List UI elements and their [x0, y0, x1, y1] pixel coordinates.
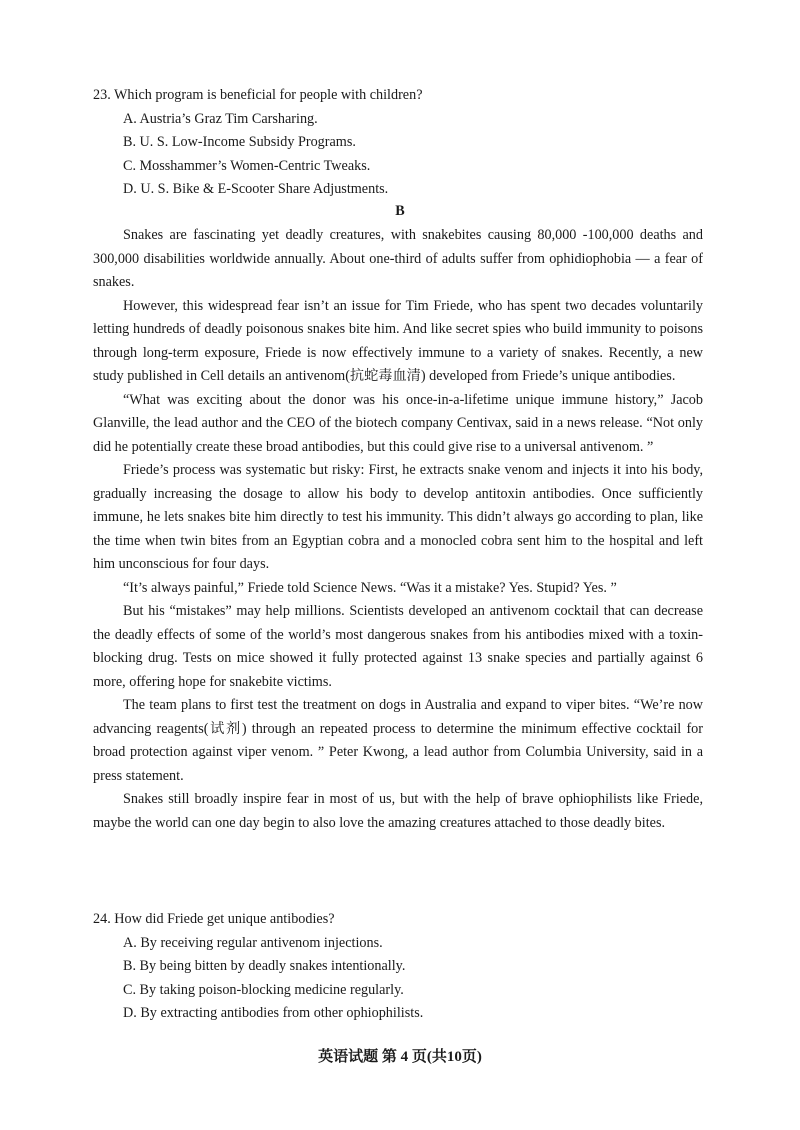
- option-a: A. By receiving regular antivenom injections.: [123, 934, 383, 951]
- passage-paragraph: “What was exciting about the donor was his once-in-a-lifetime unique immune history,” Jacob Glanville, the lead author and the CEO of the biotech company Centivax, said in a news release. “Not only did he potentially create these broad antibodies, but this could give rise to a universal antivenom. ”: [93, 391, 703, 455]
- passage-paragraph: Friede’s process was systematic but risky: First, he extracts snake venom and injects it into his body, gradually increasing the dosage to allow his body to develop antitoxin antibodies. Once sufficiently immune, he lets snakes bite him directly to test his immunity. This didn’t always go according to plan, like the time when twin bites from an Egyptian cobra and a monocled cobra sent him to the hospital and left him unconscious for four days.: [93, 462, 703, 572]
- option-c: C. Mosshammer’s Women-Centric Tweaks.: [123, 157, 371, 174]
- option-d: D. U. S. Bike & E-Scooter Share Adjustments.: [123, 181, 389, 197]
- passage-paragraph: Snakes still broadly inspire fear in most of us, but with the help of brave ophiophilists like Friede, maybe the world can one day begin to also love the amazing creatures attached to those deadly bites.: [93, 791, 703, 831]
- question-23: [93, 84, 713, 202]
- question-stem: 24. How did Friede get unique antibodies?: [93, 911, 335, 927]
- reading-passage: [93, 224, 703, 835]
- option-d: D. By extracting antibodies from other ophiophilists.: [123, 1005, 424, 1021]
- page-footer: 英语试题 第 4 页(共10页): [318, 1049, 482, 1065]
- section-title: B: [395, 203, 405, 219]
- option-b: B. U. S. Low-Income Subsidy Programs.: [123, 134, 356, 150]
- option-b: B. By being bitten by deadly snakes intentionally.: [123, 958, 406, 974]
- passage-paragraph: But his “mistakes” may help millions. Scientists developed an antivenom cocktail that can decrease the deadly effects of some of the world’s most dangerous snakes from his antibodies mixed with a toxin-blocking drug. Tests on mice showed it fully protected against 13 snake species and partially against 6 more, offering hope for snakebite victims.: [93, 603, 703, 690]
- question-stem: 23. Which program is beneficial for people with children?: [93, 87, 423, 103]
- passage-paragraph: Snakes are fascinating yet deadly creatures, with snakebites causing 80,000 -100,000 deaths and 300,000 disabilities worldwide annually. About one-third of adults suffer from ophidiophobia — a fear of snakes.: [93, 227, 703, 290]
- option-a: A. Austria’s Graz Tim Carsharing.: [123, 110, 318, 127]
- question-24: [93, 908, 713, 1026]
- passage-paragraph: The team plans to first test the treatment on dogs in Australia and expand to viper bites. “We’re now advancing reagents(试剂) through an repeated process to determine the minimum effective cocktail for broad protection against viper venom. ” Peter Kwong, a lead author from Columbia University, said in a press statement.: [93, 697, 703, 784]
- passage-paragraph: However, this widespread fear isn’t an issue for Tim Friede, who has spent two decades voluntarily letting hundreds of deadly poisonous snakes bite him. And like secret spies who build immunity to poisons through long-term exposure, Friede is now effectively immune to a variety of snakes. Recently, a new study published in Cell details an antivenom(抗蛇毒血清) developed from Friede’s unique antibodies.: [93, 297, 703, 384]
- option-c: C. By taking poison-blocking medicine regularly.: [123, 981, 404, 998]
- passage-paragraph: “It’s always painful,” Friede told Science News. “Was it a mistake? Yes. Stupid? Yes. ”: [123, 579, 617, 596]
